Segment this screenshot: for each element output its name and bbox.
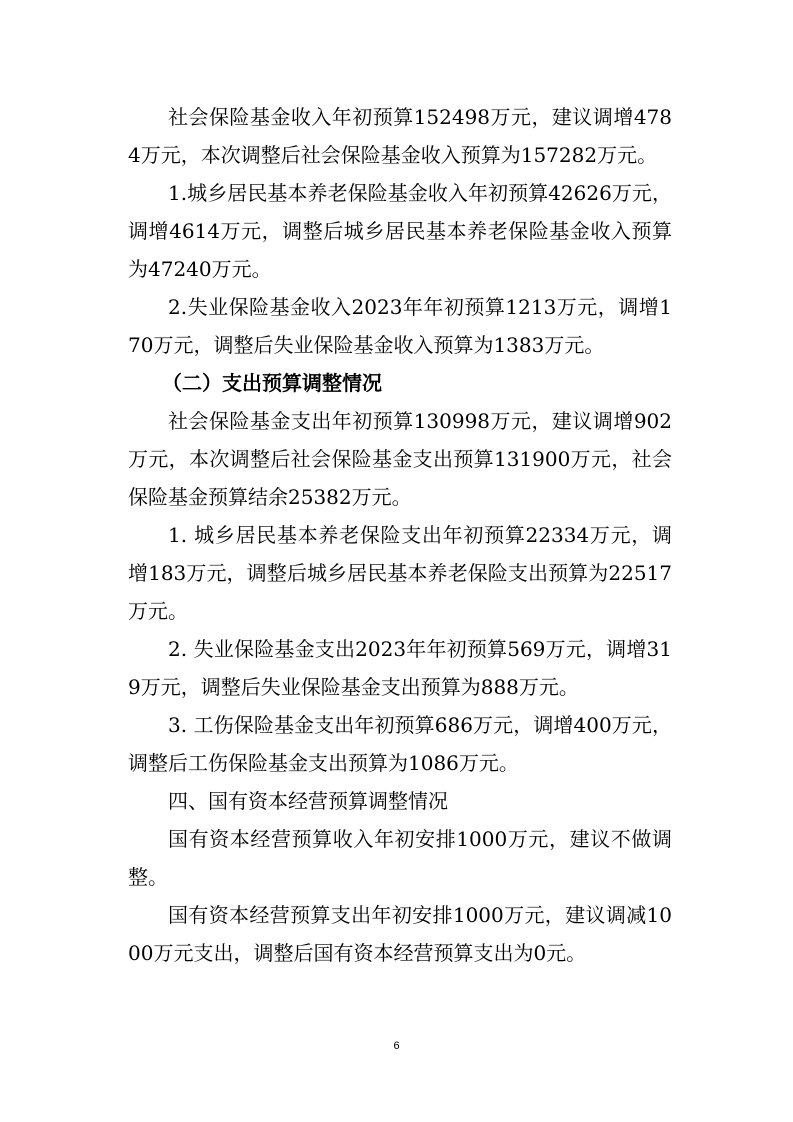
residents-pension-expenditure-paragraph: 1. 城乡居民基本养老保险支出年初预算22334万元，调增183万元，调整后城乡居民基本养老保险支出预算为22517万元。 (128, 523, 672, 623)
state-capital-budget-heading: 四、国有资本经营预算调整情况 (168, 789, 448, 813)
document-body (128, 98, 672, 972)
unemployment-income-paragraph: 2.失业保险基金收入2023年年初预算1213万元，调增170万元，调整后失业保险基金收入预算为1383万元。 (128, 295, 672, 357)
social-insurance-income-paragraph: 社会保险基金收入年初预算152498万元，建议调增4784万元，本次调整后社会保险基金收入预算为157282万元。 (128, 105, 672, 167)
work-injury-expenditure-paragraph: 3. 工伤保险基金支出年初预算686万元，调增400万元，调整后工伤保险基金支出预算为1086万元。 (128, 713, 672, 775)
social-insurance-expenditure-paragraph: 社会保险基金支出年初预算130998万元，建议调增902万元，本次调整后社会保险基金支出预算131900万元，社会保险基金预算结余25382万元。 (128, 409, 672, 509)
residents-pension-income-paragraph: 1.城乡居民基本养老保险基金收入年初预算42626万元，调增4614万元，调整后城乡居民基本养老保险基金收入预算为47240万元。 (128, 181, 672, 281)
expenditure-adjustment-heading: （二）支出预算调整情况 (162, 371, 382, 395)
page-number: 6 (393, 1040, 400, 1052)
unemployment-expenditure-paragraph: 2. 失业保险基金支出2023年年初预算569万元，调增319万元，调整后失业保险基金支出预算为888万元。 (128, 637, 672, 699)
state-capital-expenditure-paragraph: 国有资本经营预算支出年初安排1000万元，建议调减1000万元支出，调整后国有资本经营预算支出为0元。 (128, 903, 672, 965)
state-capital-income-paragraph: 国有资本经营预算收入年初安排1000万元，建议不做调整。 (128, 827, 672, 889)
